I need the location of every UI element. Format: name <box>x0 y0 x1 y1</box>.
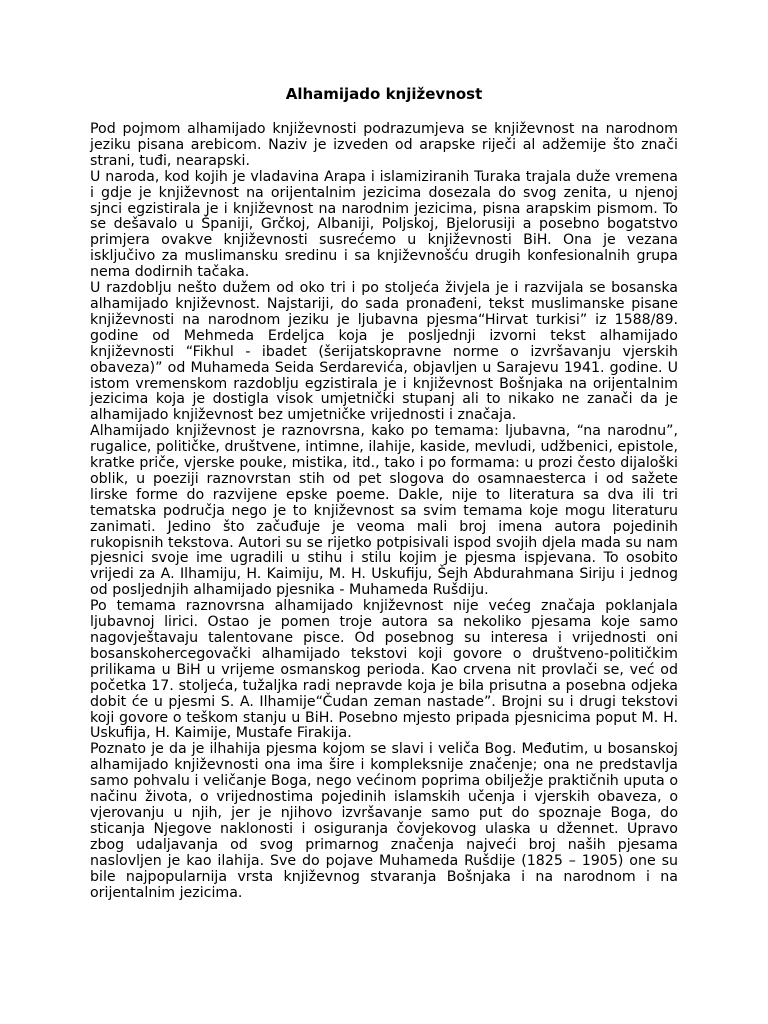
paragraph-2: U naroda, kod kojih je vladavina Arapa i islamiziranih Turaka trajala duže vremena i gdje je književnost na orijentalnim jezicima dosezala do svog zenita, u njenoj sjnci egzistirala je i književnost na narodnim jezicima, pisna arapskim pismom. To se dešavalo u Španiji, Grčkoj, Albaniji, Poljskoj, Bjelorusiji a posebno bogatstvo primjera ovakve književnosti susrećemo u književnosti BiH. Ona je vezana isključivo za muslimansku sredinu i sa književnošću drugih konfesionalnih grupa nema dodirnih tačaka. <box>90 168 678 281</box>
paragraph-3: U razdoblju nešto dužem od oko tri i po stoljeća živjela je i razvijala se bosanska alhamijado književnost. Najstariji, do sada pronađeni, tekst muslimanske pisane književnosti na narodnom jeziku je ljubavna pjesma“Hirvat turkisi” iz 1588/89. godine od Mehmeda Erdeljca koja je posljednji izvorni tekst alhamijado književnosti “Fikhul - ibadet (šerijatskopravne norme o izvršavanju vjerskih obaveza)” od Muhameda Seida Serdarevića, objavljen u Sarajevu 1941. godine. U istom vremenskom razdoblju egzistirala je i književnost Bošnjaka na orijentalnim jezicima koja je dostigla visok umjetnički stupanj ali to nikako ne zanači da je alhamijado književnost bez umjetničke vrijednosti i značaja. <box>90 280 678 424</box>
document-title: Alhamijado književnost <box>285 85 483 103</box>
paragraph-1: Pod pojmom alhamijado književnosti podrazumjeva se književnost na narodnom jeziku pisana arebicom. Naziv je izveden od arapske riječi al adžemije što znači strani, tuđi, nearapski. <box>90 121 678 169</box>
document-page <box>90 84 678 901</box>
paragraph-6: Poznato je da je ilhahija pjesma kojom se slavi i veliča Bog. Međutim, u bosanskoj alhamijado književnosti ona ima šire i kompleksnije značenje; ona ne predstavlja samo pohvalu i veličanje Boga, nego većinom poprima obilježje praktičnih uputa o načinu života, o vrijednostima pojedinih islamskih učenja i vjerskih obaveza, o vjerovanju u njih, jer je njihovo izvršavanje samo put do spoznaje Boga, do sticanja Njegove naklonosti i osiguranja čovjekovog ulaska u džennet. Upravo zbog udaljavanja od svog primarnog značenja najveći broj naših pjesama naslovljen je kao ilahija. Sve do pojave Muhameda Rušdije (1825 – 1905) one su bile najpopularnija vrsta književnog stvaranja Bošnjaka i na narodnom i na orijentalnim jezicima. <box>90 741 678 901</box>
paragraph-4: Alhamijado književnost je raznovrsna, kako po temama: ljubavna, “na narodnu”, rugalice, političke, društvene, intimne, ilahije, kaside, mevludi, udžbenici, epistole, kratke priče, vjerske pouke, mistika, itd., tako i po formama: u prozi često dijaloški oblik, u poeziji raznovrstan stih od pet slogova do osamnaesterca i od sažete lirske forme do razvijene epske poeme. Dakle, nije to literatura sa dva ili tri tematska područja nego je to književnost sa svim temama koje mogu literaturu zanimati. Jedino što začuđuje je veoma mali broj imena autora pojedinih rukopisnih tekstova. Autori su se rijetko potpisivali ispod svojih djela mada su nam pjesnici svoje ime ugradili u stihu i stilu kojim je pjesma ispjevana. To osobito vrijedi za A. Ilhamiju, H. Kaimiju, M. H. Uskufiju, Šejh Abdurahmana Siriju i jednog od posljednjih alhamijado pjesnika - Muhameda Rušdiju. <box>90 423 678 599</box>
paragraph-5: Po temama raznovrsna alhamijado književnost nije većeg značaja poklanjala ljubavnoj lirici. Ostao je pomen troje autora sa nekoliko pjesama koje samo nagovještavaju talentovane pisce. Od posebnog su interesa i vrijednosti oni bosanskohercegovački alhamijado tekstovi koji govore o društveno-političkim prilikama u BiH u vrijeme osmanskog perioda. Kao crvena nit provlači se, već od početka 17. stoljeća, tužaljka radi nepravde koja je bila prisutna a posebna odjeka dobit će u pjesmi S. A. Ilhamije“Čudan zeman nastade”. Brojni su i drugi tekstovi koji govore o teškom stanju u BiH. Posebno mjesto pripada pjesnicima poput M. H. Uskufija, H. Kaimije, Mustafe Firakija. <box>90 598 678 742</box>
